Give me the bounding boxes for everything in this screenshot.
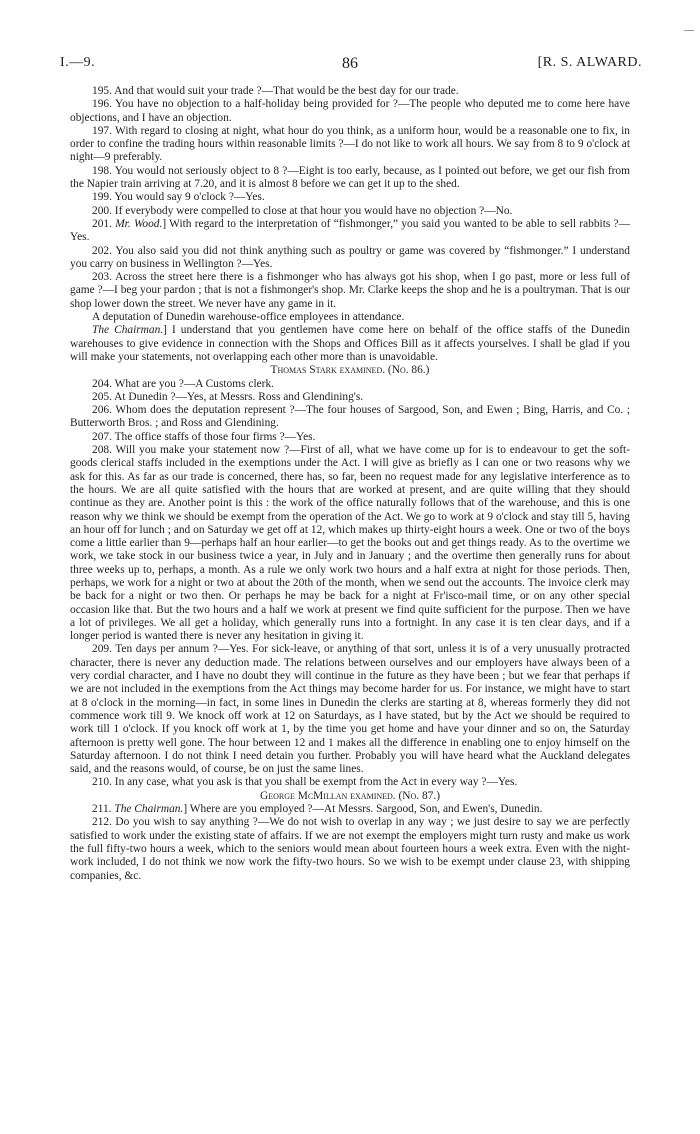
speaker-name: The Chairman. xyxy=(114,803,184,816)
header-witness-name: [R. S. ALWARD. xyxy=(537,55,642,70)
body-paragraph: 196. You have no objection to a half-holiday being provided for ?—The people who deputed me to come here have objections, and I have an objection. xyxy=(70,98,630,124)
running-header xyxy=(60,55,642,79)
body-paragraph: 198. You would not seriously object to 8 ?—Eight is too early, because, as I pointed out before, we get our fish from the Napier train arriving at 7.20, and it is almost 8 before we can get it up to the shed. xyxy=(70,164,630,191)
witness-heading: Thomas Stark examined. (No. 86.) xyxy=(270,364,430,377)
body-paragraph: 204. What are you ?—A Customs clerk. xyxy=(92,377,275,390)
body-paragraph: 208. Will you make your statement now ?—First of all, what we have come up for is to endeavour to get the soft-goods clerical staffs included in the exemptions under the Act. I will give as briefly as I can one or two reasons why we ask for this. As far as our trade is concerned, there has, so far, been no request made for any legislative interference as to the hours. We are all quite satisfied with the hours that are worked at present, and are quite willing that they should continue as they are. Another point is this : the work of the office naturally follows that of the warehouse, and this is one reason why we think we should be exempt from the operation of the Act. We go to work at 9 o'clock and stay till 5, having an hour off for lunch ; and on Saturday we get off at 12, which makes up thirty-eight hours a week. One or two of the boys come a little earlier than 9—perhaps half an hour earlier—to get the books out and get things ready. As to the overtime we work, we take stock in our business twice a year, in July and in January ; and the overtime then generally runs for about three weeks up to, perhaps, a month. As a rule we only work two hours and a half extra at night for those periods. Then, perhaps, we work for a night or two at about the 20th of the month, when we send out the accounts. The invoice clerk may be back for a night or two then. Or perhaps he may be back for a night at Fr'isco-mail time, or on any other special occasion like that. But the two hours and a half we work at present we find quite sufficient for the purpose. Then we have a lot of privileges. We all get a holiday, which generally runs into a fortnight. In any case it is ten clear days, and if a longer period is wanted there is never any hesitation in giving it. xyxy=(70,444,630,643)
document-body xyxy=(70,85,630,883)
body-paragraph xyxy=(70,324,630,364)
body-paragraph: 209. Ten days per annum ?—Yes. For sick-leave, or anything of that sort, unless it is of a very unusually protracted character, there is never any deduction made. The relations between ourselves and our employers have always been of a very cordial character, and I have no doubt they will continue in the future as they have been ; but we fear that perhaps if we are not included in the exemptions from the Act things may become harder for us. For instance, we might have to start at 8 o'clock in the morning—in fact, in some lines in Dunedin the clerks are starting at 8, whereas formerly they did not commence work till 9. We knock off work at 12 on Saturdays, as I have stated, but by the Act we should be required to work till 1 o'clock. If you knock off work at 1, by the time you get home and have your dinner and so on, the Saturday afternoon is pretty well gone. The hour between 12 and 1 makes all the difference in enabling one to enjoy himself on the Saturday afternoon. I do not think I need detain you further. Probably you will have heard what the Auckland delegates said, and the reasons would, of course, be on just the same lines. xyxy=(70,643,630,776)
body-paragraph: 199. You would say 9 o'clock ?—Yes. xyxy=(92,191,265,204)
body-paragraph: 200. If everybody were compelled to close at that hour you would have no objection ?—No. xyxy=(92,204,513,217)
witness-heading: George McMillan examined. (No. 87.) xyxy=(259,789,441,802)
body-paragraph: A deputation of Dunedin warehouse-office employees in attendance. xyxy=(92,311,405,324)
header-page-number: 86 xyxy=(342,55,358,72)
body-paragraph: 197. With regard to closing at night, what hour do you think, as a uniform hour, would be a reasonable one to fix, in order to confine the trading hours within reasonable limits ?—I do not like to work all hours. We say from 8 to 9 o'clock at night—9 preferably. xyxy=(70,124,630,164)
header-document-ref: I.—9. xyxy=(60,55,96,70)
body-paragraph xyxy=(70,803,630,816)
body-paragraph: 207. The office staffs of those four firms ?—Yes. xyxy=(92,430,316,443)
paragraph-text: ] Where are you employed ?—At Messrs. Sargood, Son, and Ewen's, Dunedin. xyxy=(183,803,543,816)
paragraph-number: 201. xyxy=(92,217,116,230)
body-paragraph: 206. Whom does the deputation represent ?—The four houses of Sargood, Son, and Ewen ; Bing, Harris, and Co. ; Butterworth Bros. ; and Ross and Glendining. xyxy=(70,404,630,430)
body-paragraph: 195. And that would suit your trade ?—That would be the best day for our trade. xyxy=(92,85,459,97)
scan-edge-mark xyxy=(684,30,694,31)
body-paragraph: 203. Across the street here there is a fishmonger who has always got his shop, when I go past, more or less full of game ?—I beg your pardon ; that is not a fishmonger's shop. Mr. Clarke keeps the shop and he is a poultryman. That is our shop lower down the street. We never have any game in it. xyxy=(70,271,630,310)
speaker-name: Mr. Wood. xyxy=(115,217,163,230)
body-paragraph: 212. Do you wish to say anything ?—We do not wish to overlap in any way ; we just desire to say we are perfectly satisfied to work under the existing state of affairs. If we are not exempt the employers might turn rusty and make us work the full fifty-two hours a week, which to the seniors would mean about fourteen hours a week extra. Even with the night-work included, I do not think we now work the fifty-two hours. So we wish to be exempt under clause 23, with shipping companies, &c. xyxy=(70,816,630,882)
paragraph-text: ] With regard to the interpretation of “fishmonger,” you said you wanted to be able to sell rabbits ?—Yes. xyxy=(70,217,630,244)
body-paragraph: 210. In any case, what you ask is that you shall be exempt from the Act in every way ?—Yes. xyxy=(92,776,518,789)
speaker-name: The Chairman. xyxy=(92,324,164,337)
body-paragraph xyxy=(70,218,630,245)
paragraph-text: ] I understand that you gentlemen have come here on behalf of the office staffs of the Dunedin warehouses to give evidence in connection with the Shops and Offices Bill as it affects yourselves. I shall be glad if you will make your statements, not overlapping each other more than is unavoidable. xyxy=(70,324,631,363)
body-paragraph: 202. You also said you did not think anything such as poultry or game was covered by “fishmonger.” I understand you carry on business in Wellington ?—Yes. xyxy=(70,244,630,270)
body-paragraph: 205. At Dunedin ?—Yes, at Messrs. Ross and Glendining's. xyxy=(92,390,364,403)
paragraph-number: 211. xyxy=(92,803,115,816)
